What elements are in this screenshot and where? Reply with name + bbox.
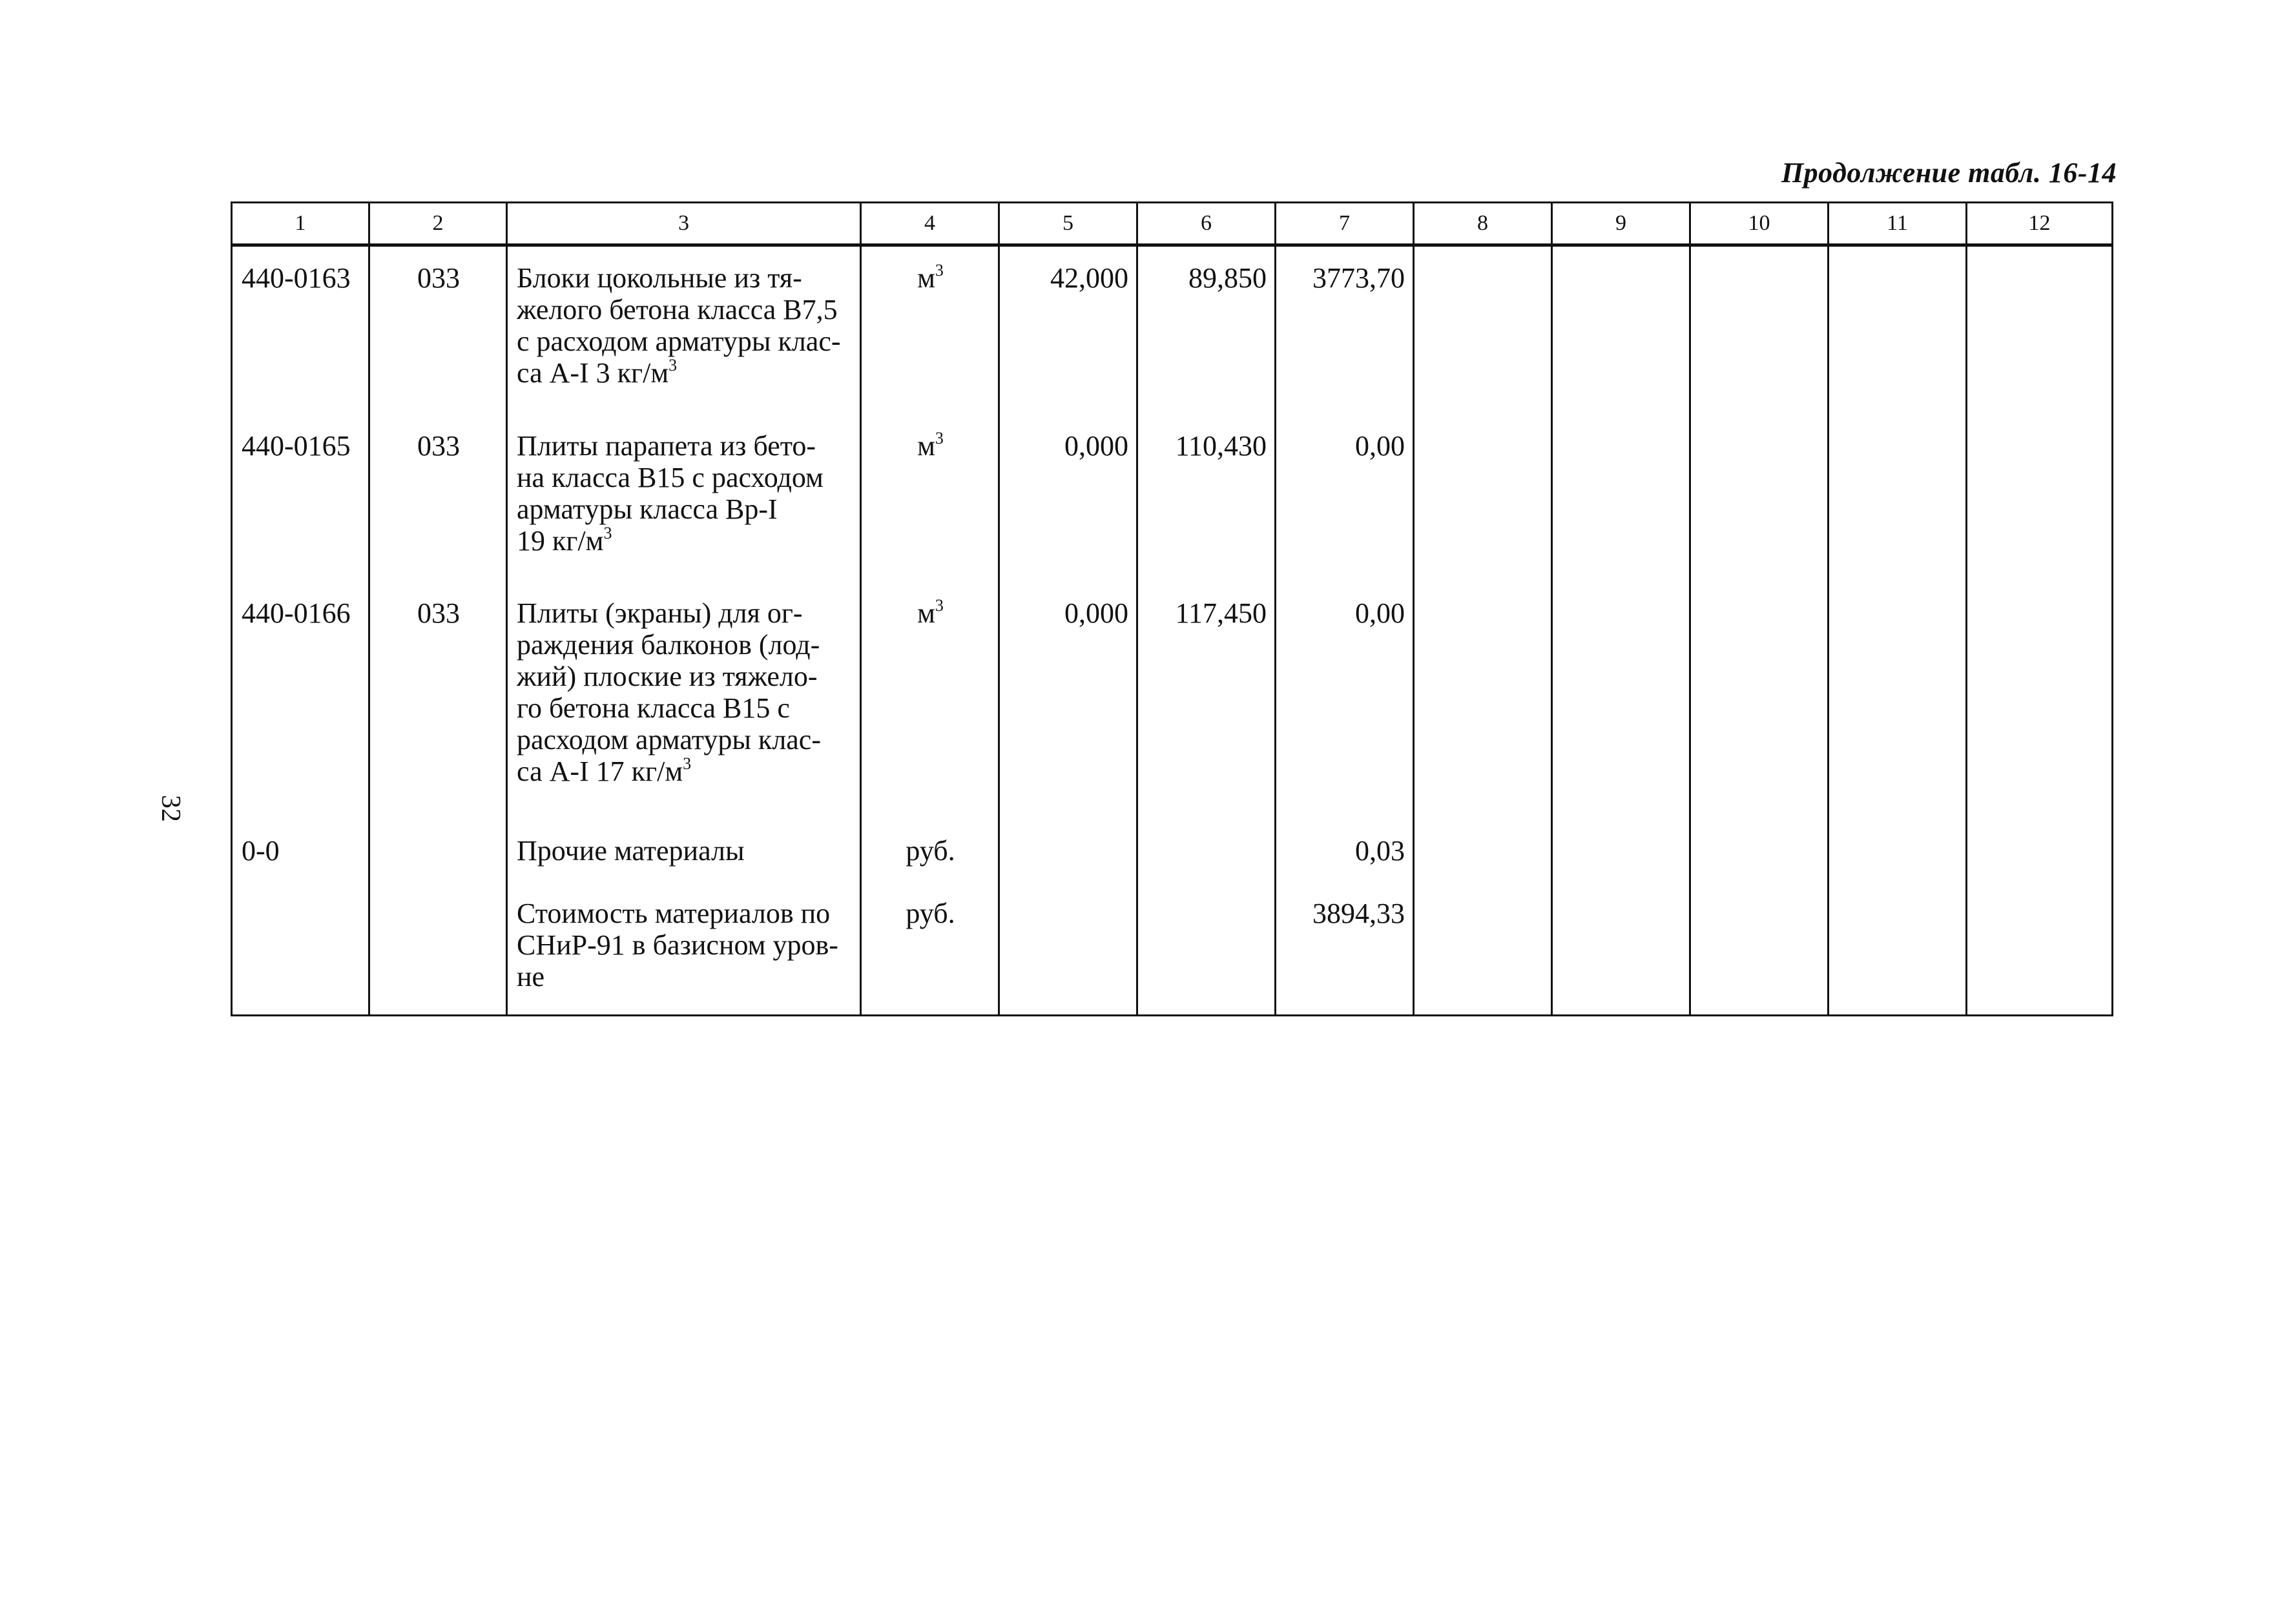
empty-cell xyxy=(1552,882,1690,1016)
empty-cell xyxy=(1829,819,1967,881)
material-name-text: 19 кг/м xyxy=(517,524,604,557)
superscript: 3 xyxy=(683,754,692,774)
table-header xyxy=(232,203,2113,245)
material-name-text: расходом арматуры клас- xyxy=(517,724,821,756)
empty-cell xyxy=(1414,582,1552,819)
unit-text: м xyxy=(917,262,935,294)
empty-cell xyxy=(1967,582,2113,819)
unit-cell xyxy=(861,819,999,881)
material-name-line xyxy=(517,294,852,325)
material-name-line xyxy=(517,493,852,525)
material-name-cell xyxy=(507,882,861,1016)
column-header: 11 xyxy=(1829,203,1967,245)
superscript: 3 xyxy=(935,261,944,280)
material-name-line xyxy=(517,525,852,557)
superscript: 3 xyxy=(935,428,944,447)
unit-price-cell xyxy=(1137,819,1276,881)
material-name-text: Плиты (экраны) для ог- xyxy=(517,597,803,630)
material-name-cell xyxy=(507,819,861,881)
material-name-text: желого бетона класса В7,5 xyxy=(517,294,838,325)
unit-text: м xyxy=(917,597,935,630)
material-name-text: Блоки цокольные из тя- xyxy=(517,262,802,294)
material-name-text: Плиты парапета из бето- xyxy=(517,429,816,462)
material-name-line xyxy=(517,597,852,629)
material-name-line xyxy=(517,898,852,929)
material-name-text: арматуры класса Вр-I xyxy=(517,493,778,525)
material-name-line xyxy=(517,262,852,294)
group-code-cell: 033 xyxy=(369,415,507,582)
empty-cell xyxy=(1414,819,1552,881)
material-name-line xyxy=(517,835,852,867)
unit-cell xyxy=(861,582,999,819)
header-row xyxy=(232,203,2113,245)
material-name-line xyxy=(517,462,852,493)
total-cost-cell: 0,00 xyxy=(1276,582,1414,819)
total-cost-cell: 3894,33 xyxy=(1276,882,1414,1016)
empty-cell xyxy=(1829,415,1967,582)
total-cost-cell: 0,03 xyxy=(1276,819,1414,881)
material-name-line xyxy=(517,755,852,787)
empty-cell xyxy=(1967,819,2113,881)
material-name-text: са А-I 17 кг/м xyxy=(517,755,683,788)
material-name-text: с расходом арматуры клас- xyxy=(517,325,841,357)
quantity-cell: 0,000 xyxy=(999,415,1137,582)
empty-cell xyxy=(1552,582,1690,819)
material-name-line xyxy=(517,325,852,357)
empty-cell xyxy=(1967,882,2113,1016)
material-name-line xyxy=(517,661,852,692)
group-code-cell xyxy=(369,882,507,1016)
empty-cell xyxy=(1414,245,1552,415)
column-header: 9 xyxy=(1552,203,1690,245)
material-name-text: СНиР-91 в базисном уров- xyxy=(517,929,838,961)
empty-cell xyxy=(1690,582,1829,819)
quantity-cell xyxy=(999,882,1137,1016)
column-header: 3 xyxy=(507,203,861,245)
unit-text: м xyxy=(917,429,935,462)
superscript: 3 xyxy=(603,523,612,542)
material-name-text: раждения балконов (лод- xyxy=(517,629,820,661)
material-code-cell: 440-0166 xyxy=(232,582,369,819)
empty-cell xyxy=(1552,819,1690,881)
unit-cell xyxy=(861,415,999,582)
column-header: 6 xyxy=(1137,203,1276,245)
estimate-table xyxy=(231,201,2113,1016)
group-code-cell: 033 xyxy=(369,582,507,819)
unit-price-cell: 110,430 xyxy=(1137,415,1276,582)
empty-cell xyxy=(1829,582,1967,819)
material-name-line xyxy=(517,357,852,389)
material-name-cell xyxy=(507,415,861,582)
unit-price-cell: 89,850 xyxy=(1137,245,1276,415)
column-header: 7 xyxy=(1276,203,1414,245)
material-name-cell xyxy=(507,582,861,819)
empty-cell xyxy=(1414,882,1552,1016)
material-code-cell xyxy=(232,882,369,1016)
empty-cell xyxy=(1552,415,1690,582)
empty-cell xyxy=(1829,245,1967,415)
unit-text: руб. xyxy=(906,897,955,929)
empty-cell xyxy=(1690,819,1829,881)
material-name-line xyxy=(517,430,852,462)
table-row xyxy=(232,582,2113,819)
total-cost-cell: 3773,70 xyxy=(1276,245,1414,415)
material-code-cell: 0-0 xyxy=(232,819,369,881)
superscript: 3 xyxy=(935,596,944,615)
empty-cell xyxy=(1690,882,1829,1016)
material-name-text: на класса В15 с расходом xyxy=(517,461,824,493)
column-header: 2 xyxy=(369,203,507,245)
empty-cell xyxy=(1414,415,1552,582)
material-name-line xyxy=(517,692,852,724)
material-code-cell: 440-0163 xyxy=(232,245,369,415)
quantity-cell xyxy=(999,819,1137,881)
material-name-text: Стоимость материалов по xyxy=(517,897,831,929)
table-row xyxy=(232,245,2113,415)
material-name-line xyxy=(517,929,852,961)
table-row xyxy=(232,882,2113,1016)
table-body xyxy=(232,245,2113,1016)
material-name-text: не xyxy=(517,960,545,992)
table-caption: Продолжение табл. 16-14 xyxy=(1781,157,2117,189)
column-header: 10 xyxy=(1690,203,1829,245)
material-name-cell xyxy=(507,245,861,415)
material-name-text: го бетона класса В15 с xyxy=(517,692,790,725)
unit-cell xyxy=(861,882,999,1016)
material-code-cell: 440-0165 xyxy=(232,415,369,582)
column-header: 1 xyxy=(232,203,369,245)
material-name-line xyxy=(517,629,852,661)
total-cost-cell: 0,00 xyxy=(1276,415,1414,582)
quantity-cell: 42,000 xyxy=(999,245,1137,415)
column-header: 4 xyxy=(861,203,999,245)
column-header: 5 xyxy=(999,203,1137,245)
empty-cell xyxy=(1690,245,1829,415)
material-name-text: жий) плоские из тяжело- xyxy=(517,661,818,693)
unit-price-cell xyxy=(1137,882,1276,1016)
column-header: 12 xyxy=(1967,203,2113,245)
quantity-cell: 0,000 xyxy=(999,582,1137,819)
material-name-line xyxy=(517,961,852,992)
group-code-cell: 033 xyxy=(369,245,507,415)
unit-cell xyxy=(861,245,999,415)
empty-cell xyxy=(1829,882,1967,1016)
unit-text: руб. xyxy=(906,835,955,867)
empty-cell xyxy=(1552,245,1690,415)
material-name-line xyxy=(517,724,852,755)
table-row xyxy=(232,819,2113,881)
superscript: 3 xyxy=(668,356,678,375)
empty-cell xyxy=(1967,245,2113,415)
table-row xyxy=(232,415,2113,582)
empty-cell xyxy=(1690,415,1829,582)
page-number: 32 xyxy=(156,795,185,822)
unit-price-cell: 117,450 xyxy=(1137,582,1276,819)
group-code-cell xyxy=(369,819,507,881)
material-name-text: са А-I 3 кг/м xyxy=(517,357,669,389)
material-name-text: Прочие материалы xyxy=(517,835,745,867)
column-header: 8 xyxy=(1414,203,1552,245)
empty-cell xyxy=(1967,415,2113,582)
